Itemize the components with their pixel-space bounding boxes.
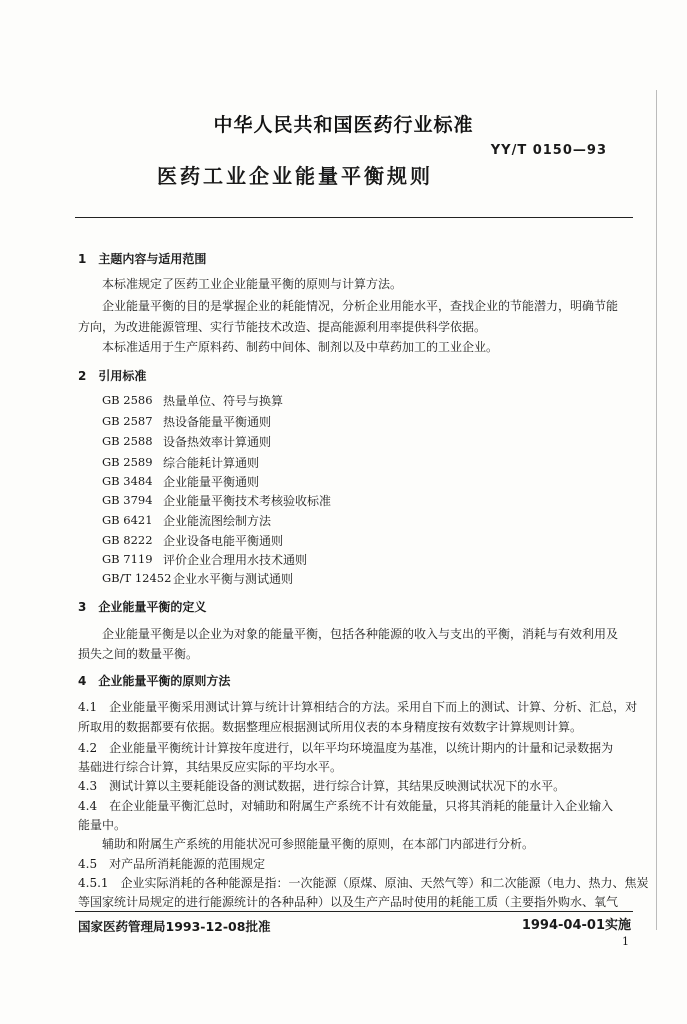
ref-code: GB 3794 [102,493,153,507]
page-number: 1 [622,935,629,948]
ref-code: GB 3484 [102,474,153,488]
ref-code: GB 7119 [102,552,153,566]
ref-title: 企业水平衡与测试通则 [173,572,294,586]
footer-rule [75,911,633,912]
section-1-para-1: 本标准规定了医药工业企业能量平衡的原则与计算方法。 [102,277,403,291]
clause-4-4-note: 辅助和附属生产系统的用能状况可参照能量平衡的原则，在本部门内部进行分析。 [102,837,535,851]
clause-4-2-line-2: 基础进行综合计算，其结果反应实际的平均水平。 [78,760,343,774]
ref-title: 企业能流图绘制方法 [163,514,272,528]
ref-code: GB 6421 [102,513,153,527]
clause-4-2-line-1: 4.2 企业能量平衡统计计算按年度进行，以年平均环境温度为基准，以统计期内的计量和记录数据为 [78,741,614,755]
clause-4-5-1-line-2: 等国家统计局规定的进行能源统计的各种品种）以及生产产品时使用的耗能工质（主要指外购水、氧气 [78,895,619,909]
approval-line: 国家医药管理局1993-12-08批准 [78,919,271,934]
ref-code: GB 2586 [102,393,153,407]
ref-title: 综合能耗计算通则 [163,456,260,470]
ref-code: GB 2589 [102,455,153,469]
document-title: 医药工业企业能量平衡规则 [157,164,433,188]
clause-4-1-line-1: 4.1 企业能量平衡采用测试计算与统计计算相结合的方法。采用自下而上的测试、计算、分析、汇总，对 [78,700,638,714]
ref-code: GB 8222 [102,533,153,547]
section-4-heading: 4 企业能量平衡的原则方法 [78,674,231,688]
ref-title: 设备热效率计算通则 [163,435,272,449]
ref-title: 企业设备电能平衡通则 [163,534,284,548]
ref-code: GB 2588 [102,434,153,448]
clause-4-3: 4.3 测试计算以主要耗能设备的测试数据，进行综合计算，其结果反映测试状况下的水平。 [78,779,566,793]
ref-title: 企业能量平衡通则 [163,475,260,489]
scan-edge-line [656,90,657,930]
clause-4-5-1-line-1: 4.5.1 企业实际消耗的各种能源是指：一次能源（原煤、原油、天然气等）和二次能源（电力、热力、焦炭 [78,876,649,890]
ref-title: 企业能量平衡技术考核验收标准 [163,494,332,508]
section-1-para-2a: 企业能量平衡的目的是掌握企业的耗能情况，分析企业用能水平，查找企业的节能潜力，明确节能 [102,299,619,313]
clause-4-5: 4.5 对产品所消耗能源的范围规定 [78,857,266,871]
ref-title: 热设备能量平衡通则 [163,415,272,429]
section-1-para-3: 本标准适用于生产原料药、制药中间体、制剂以及中草药加工的工业企业。 [102,340,499,354]
clause-4-1-line-2: 所取用的数据都要有依据。数据整理应根据测试所用仪表的本身精度按有效数字计算规则计算。 [78,720,583,734]
standard-code: YY/T 0150—93 [490,143,607,158]
section-1-heading: 1 主题内容与适用范围 [78,252,207,266]
section-3-line-1: 企业能量平衡是以企业为对象的能量平衡，包括各种能源的收入与支出的平衡，消耗与有效利用及 [102,627,619,641]
ref-title: 评价企业合理用水技术通则 [163,553,308,567]
ref-code: GB/T 12452 [102,571,172,585]
ref-code: GB 2587 [102,414,153,428]
title-rule [75,217,633,218]
section-2-heading: 2 引用标准 [78,369,147,383]
clause-4-4-line-1: 4.4 在企业能量平衡汇总时，对辅助和附属生产系统不计有效能量，只将其消耗的能量计入企业输入 [78,799,614,813]
ref-title: 热量单位、符号与换算 [163,394,284,408]
section-3-line-2: 损失之间的数量平衡。 [78,647,199,661]
section-1-para-2b: 方向，为改进能源管理、实行节能技术改造、提高能源利用率提供科学依据。 [78,320,487,334]
section-3-heading: 3 企业能量平衡的定义 [78,600,207,614]
implementation-date: 1994-04-01实施 [521,918,631,933]
standard-organization-line: 中华人民共和国医药行业标准 [213,114,474,136]
clause-4-4-line-2: 能量中。 [78,818,127,832]
